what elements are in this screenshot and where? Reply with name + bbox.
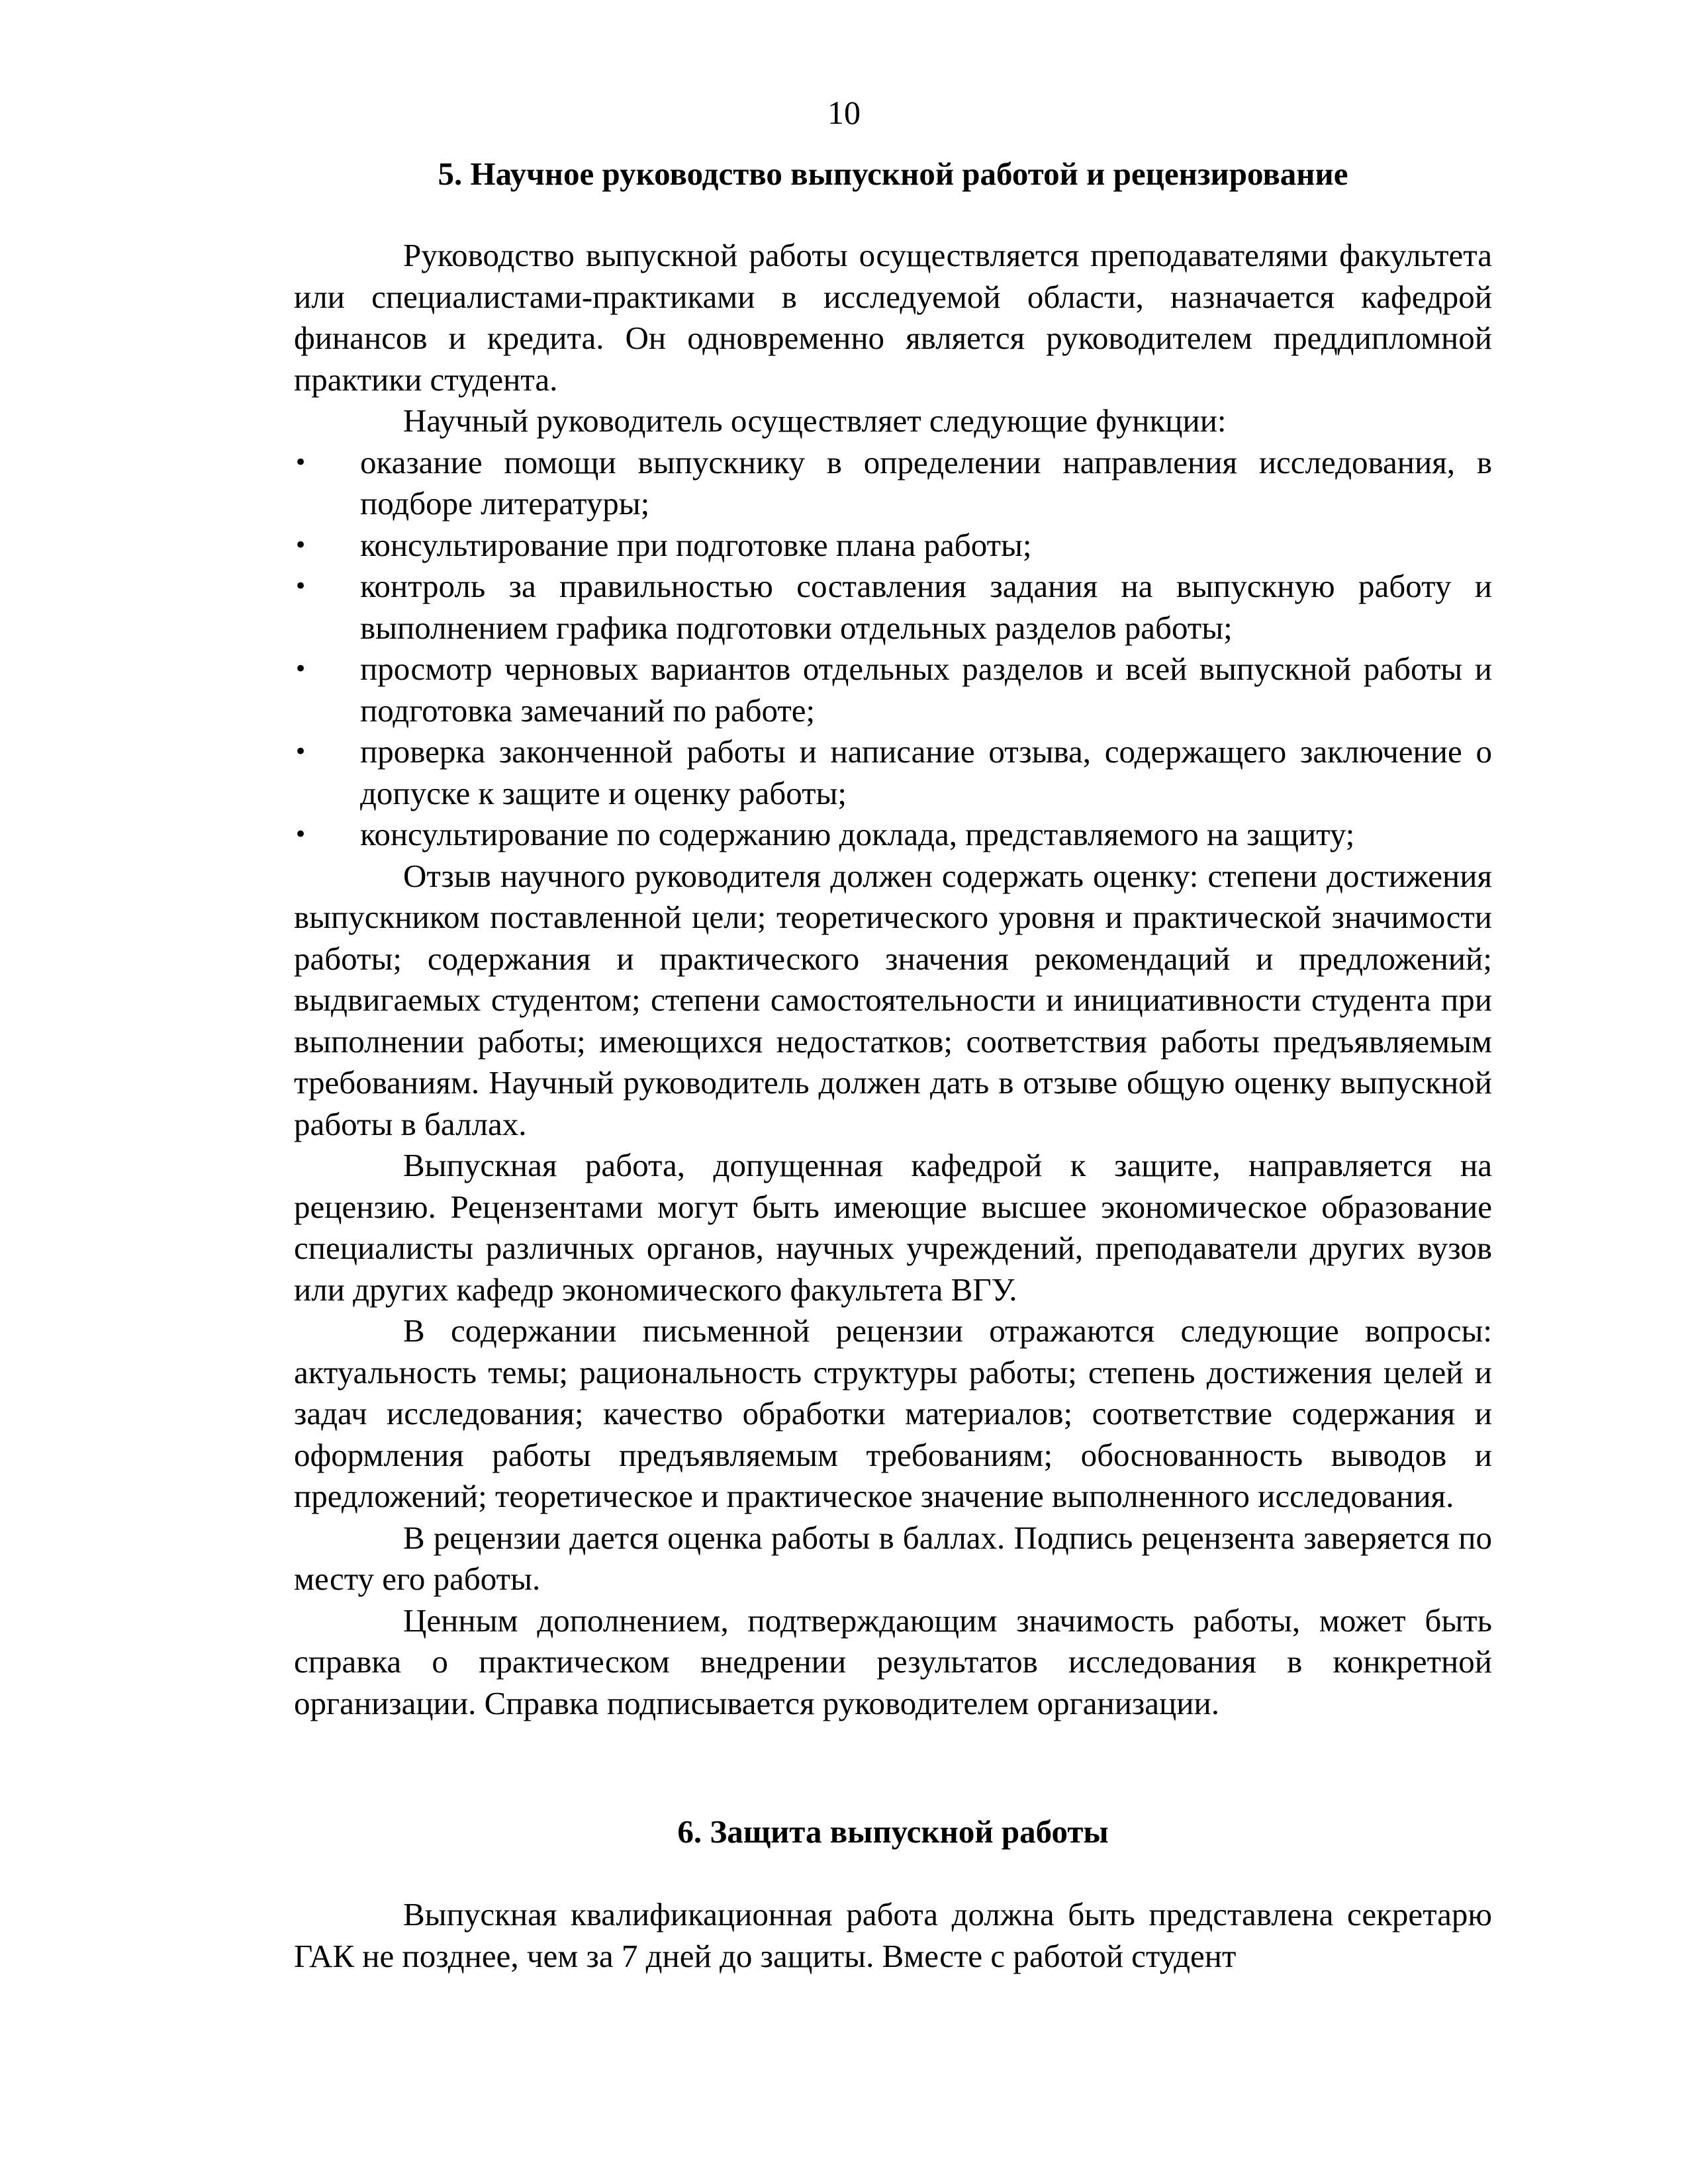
section-5-title: 5. Научное руководство выпускной работой и рецензирование — [438, 156, 1348, 192]
list-item-text: консультирование по содержанию доклада, представляемого на защиту; — [360, 816, 1355, 852]
list-item — [294, 814, 1492, 856]
list-item — [294, 731, 1492, 814]
bullet-icon: • — [294, 739, 308, 765]
list-item — [294, 525, 1492, 567]
review-paragraph: Отзыв научного руководителя должен содержать оценку: степени достижения выпускником поставленной цели; теоретического уровня и практической значимости работы; содержания и практического значения рекомендаций и предложений; выдвигаемых студентом; степени самостоятельности и инициативности студента при выполнении работы; имеющихся недостатков; соответствия работы предъявляемым требованиям. Научный руководитель должен дать в отзыве общую оценку выпускной работы в баллах. — [294, 857, 1492, 1142]
referee-paragraph: Выпускная работа, допущенная кафедрой к защите, направляется на рецензию. Рецензентами могут быть имеющие высшее экономическое образование специалисты различных органов, научных учреждений, преподаватели других вузов или других кафедр экономического факультета ВГУ. — [294, 1147, 1492, 1308]
section-6-title: 6. Защита выпускной работы — [677, 1813, 1109, 1850]
list-item — [294, 566, 1492, 649]
referee-score-paragraph: В рецензии дается оценка работы в баллах. Подпись рецензента заверяется по месту его работы. — [294, 1519, 1492, 1597]
section-6-body — [294, 1894, 1492, 1977]
bullet-icon: • — [294, 573, 308, 600]
page-number: 10 — [827, 94, 861, 131]
section-5-body — [294, 235, 1492, 1724]
bullet-icon: • — [294, 449, 308, 476]
functions-list — [294, 442, 1492, 856]
list-item — [294, 649, 1492, 731]
section-6-paragraph: Выпускная квалификационная работа должна быть представлена секретарю ГАК не позднее, чем за 7 дней до защиты. Вместе с работой студент — [294, 1896, 1492, 1974]
functions-intro: Научный руководитель осуществляет следующие функции: — [403, 402, 1227, 439]
list-item-text: оказание помощи выпускнику в определении направления исследования, в подборе литературы; — [360, 443, 1492, 522]
list-item-text: просмотр черновых вариантов отдельных разделов и всей выпускной работы и подготовка замечаний по работе; — [360, 651, 1492, 729]
list-item-text: проверка законченной работы и написание отзыва, содержащего заключение о допуске к защите и оценку работы; — [360, 733, 1492, 811]
list-item-text: контроль за правильностью составления задания на выпускную работу и выполнением графика подготовки отдельных разделов работы; — [360, 568, 1492, 646]
section-5-intro: Руководство выпускной работы осуществляется преподавателями факультета или специалистами-практиками в исследуемой области, назначается кафедрой финансов и кредита. Он одновременно является руководителем преддипломной практики студента. — [294, 237, 1492, 398]
bullet-icon: • — [294, 821, 308, 848]
list-item — [294, 442, 1492, 525]
bullet-icon: • — [294, 531, 308, 559]
bullet-icon: • — [294, 656, 308, 682]
implementation-paragraph: Ценным дополнением, подтверждающим значимость работы, может быть справка о практическом внедрении результатов исследования в конкретной организации. Справка подписывается руководителем организации. — [294, 1602, 1492, 1721]
referee-content-paragraph: В содержании письменной рецензии отражаются следующие вопросы: актуальность темы; рациональность структуры работы; степень достижения целей и задач исследования; качество обработки материалов; соответствие содержания и оформления работы предъявляемым требованиям; обоснованность выводов и предложений; теоретическое и практическое значение выполненного исследования. — [294, 1312, 1492, 1514]
list-item-text: консультирование при подготовке плана работы; — [360, 526, 1032, 563]
